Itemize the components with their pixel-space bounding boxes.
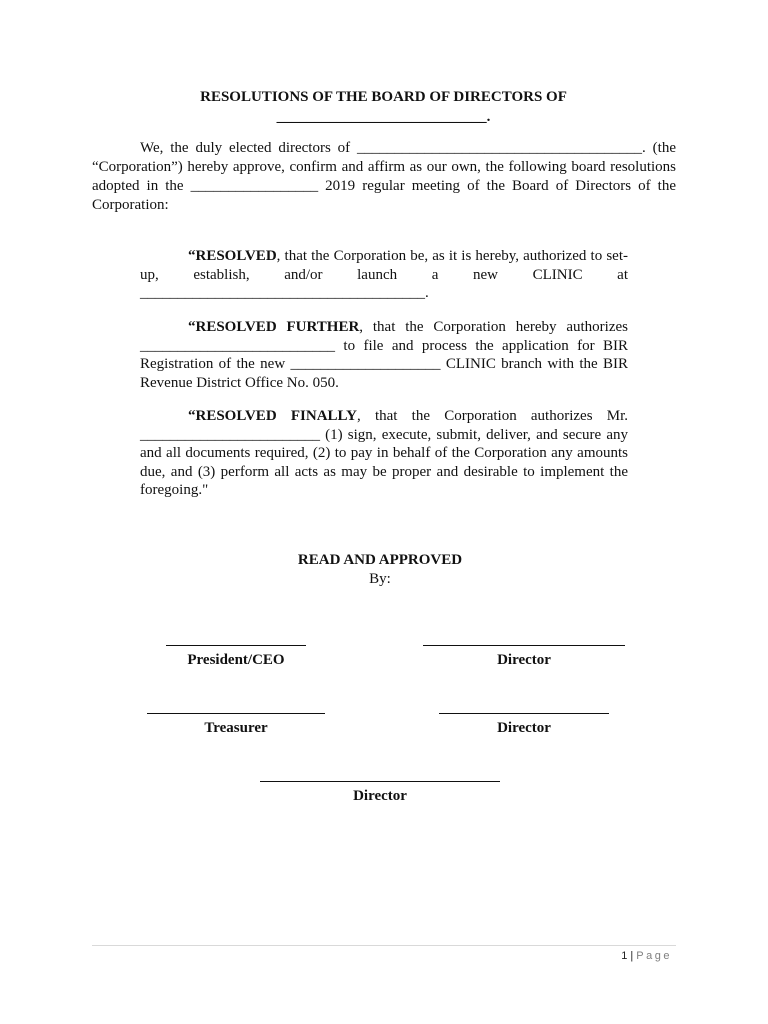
signature-president: [162, 645, 310, 669]
signature-line: [439, 713, 609, 714]
signature-line: [260, 781, 500, 782]
signature-line: [166, 645, 306, 646]
signature-director-2: [436, 713, 612, 737]
resolution-2: [140, 318, 628, 392]
signature-label-director-1: Director: [497, 652, 551, 668]
page-word: Page: [636, 950, 672, 962]
resolution-3: [140, 407, 628, 500]
resolution-1-heading: “RESOLVED: [188, 248, 277, 264]
read-and-approved-heading: READ AND APPROVED: [297, 552, 463, 568]
document-title-block: [92, 87, 675, 127]
signature-director-1: [420, 645, 628, 669]
signature-line: [147, 713, 325, 714]
signature-label-president: President/CEO: [187, 652, 285, 668]
signature-director-3: [257, 781, 503, 805]
resolution-3-text: , that the Corporation authorizes Mr. ________________________ (1) sign, execute, submit, deliver, and secure any and all documents required, (2) to pay in behalf of the Corporation any amounts due, and (3) perform all acts as may be proper and desirable to implement the foregoing.": [140, 408, 629, 498]
document-title: RESOLUTIONS OF THE BOARD OF DIRECTORS OF: [200, 89, 567, 105]
page-number: 1: [621, 950, 628, 962]
signature-label-treasurer: Treasurer: [204, 720, 268, 736]
resolution-2-heading: “RESOLVED FURTHER: [188, 319, 360, 335]
signature-label-director-3: Director: [353, 788, 407, 804]
by-label: By:: [369, 571, 391, 587]
resolution-1-text: , that the Corporation be, as it is hereby, authorized to set-up, establish, and/or launch a new CLINIC at: [140, 248, 628, 283]
footer-divider: [92, 945, 676, 946]
page-footer: [621, 950, 672, 962]
signature-treasurer: [144, 713, 328, 737]
resolution-3-heading: “RESOLVED FINALLY: [188, 408, 357, 424]
intro-paragraph: We, the duly elected directors of ______________________________________. (the “Corporation”) hereby approve, confirm and affirm as our own, the following board resolutions adopted in the _________________ 2019 regular meeting of the Board of Directors of the Corporation:: [92, 140, 676, 213]
page-separator: |: [627, 950, 637, 962]
signature-line: [423, 645, 625, 646]
resolution-1-blank: ______________________________________.: [140, 285, 429, 301]
corporation-name-blank: ____________________________.: [276, 109, 491, 125]
resolution-1: [140, 247, 628, 303]
signature-label-director-2: Director: [497, 720, 551, 736]
resolution-2-text: , that the Corporation hereby authorizes __________________________ to file and process the application for BIR Registration of the new ____________________ CLINIC branch with the BIR Revenue District Office No. 050.: [140, 319, 628, 391]
